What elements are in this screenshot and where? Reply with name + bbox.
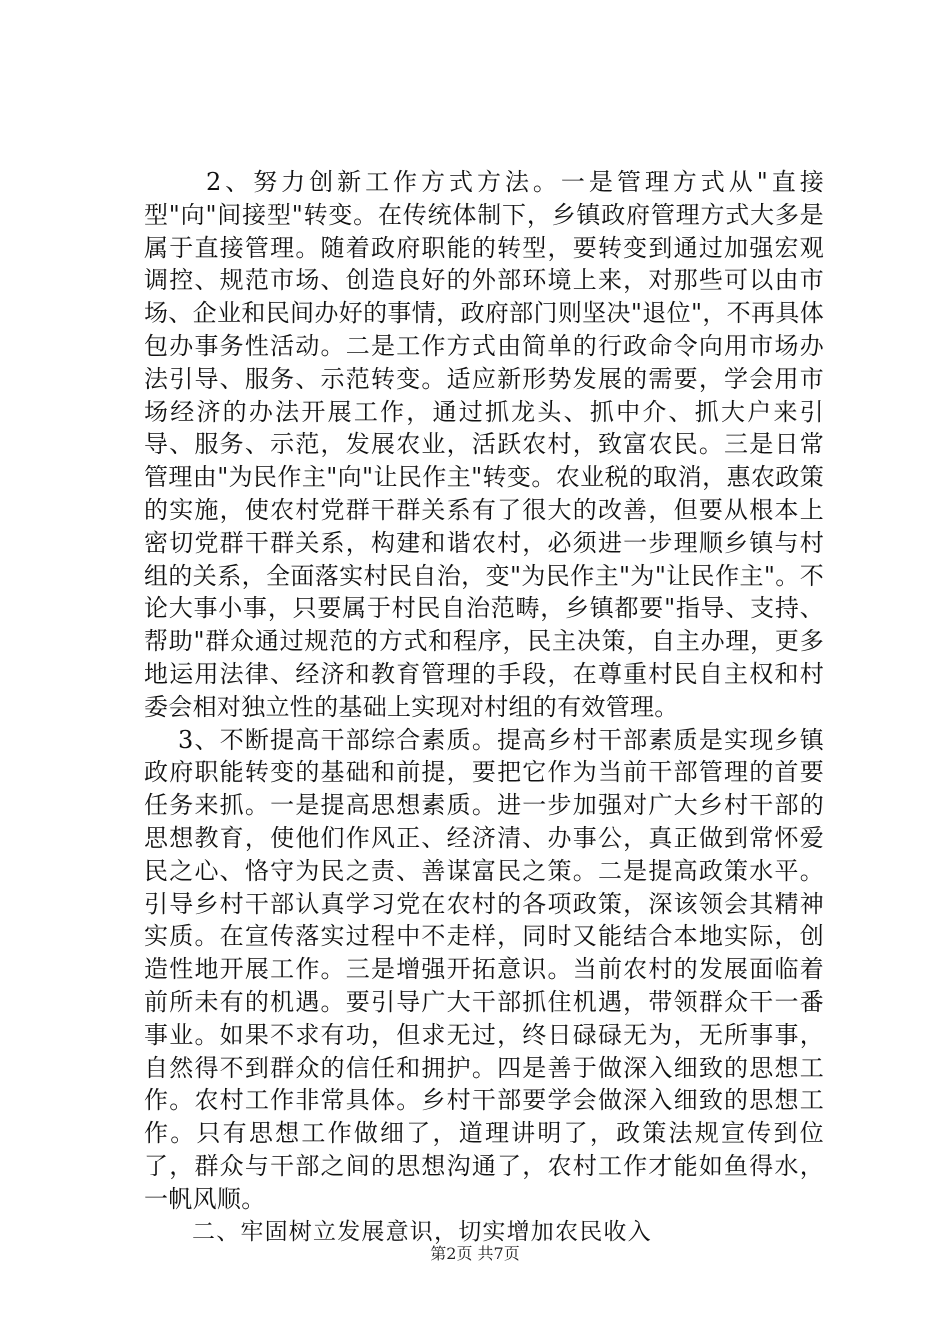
document-body [144, 166, 824, 1248]
section-heading-development: 二、牢固树立发展意识，切实增加农民收入 [192, 1218, 652, 1245]
paragraph-work-methods: 2、努力创新工作方式方法。一是管理方式从"直接型"向"间接型"转变。在传统体制下，乡镇政府管理方式大多是属于直接管理。随着政府职能的转型，要转变到通过加强宏观调控、规范市场、创造良好的外部环境上来，对那些可以由市场、企业和民间办好的事情，政府部门则坚决"退位"，不再具体包办事务性活动。二是工作方式由简单的行政命令向用市场办法引导、服务、示范转变。适应新形势发展的需要，学会用市场经济的办法开展工作，通过抓龙头、抓中介、抓大户来引导、服务、示范，发展农业，活跃农村，致富农民。三是日常管理由"为民作主"向"让民作主"转变。农业税的取消，惠农政策的实施，使农村党群干群关系有了很大的改善，但要从根本上密切党群干群关系，构建和谐农村，必须进一步理顺乡镇与村组的关系，全面落实村民自治，变"为民作主"为"让民作主"。不论大事小事，只要属于村民自治范畴，乡镇都要"指导、支持、帮助"群众通过规范的方式和程序，民主决策，自主办理，更多地运用法律、经济和教育管理的手段，在尊重村民自主权和村委会相对独立性的基础上实现对村组的有效管理。 [144, 168, 824, 721]
paragraph-cadre-quality: 3、不断提高干部综合素质。提高乡村干部素质是实现乡镇政府职能转变的基础和前提，要把它作为当前干部管理的首要任务来抓。一是提高思想素质。进一步加强对广大乡村干部的思想教育，使他们作风正、经济清、办事公，真正做到常怀爱民之心、恪守为民之责、善谋富民之策。二是提高政策水平。引导乡村干部认真学习党在农村的各项政策，深该领会其精神实质。在宣传落实过程中不走样，同时又能结合本地实际，创造性地开展工作。三是增强开拓意识。当前农村的发展面临着前所未有的机遇。要引导广大干部抓住机遇，带领群众干一番事业。如果不求有功，但求无过，终日碌碌无为，无所事事，自然得不到群众的信任和拥护。四是善于做深入细致的思想工作。农村工作非常具体。乡村干部要学会做深入细致的思想工作。只有思想工作做细了，道理讲明了，政策法规宣传到位了，群众与干部之间的思想沟通了，农村工作才能如鱼得水，一帆风顺。 [144, 725, 824, 1213]
page-number-footer: 第2页 共7页 [430, 1244, 520, 1263]
